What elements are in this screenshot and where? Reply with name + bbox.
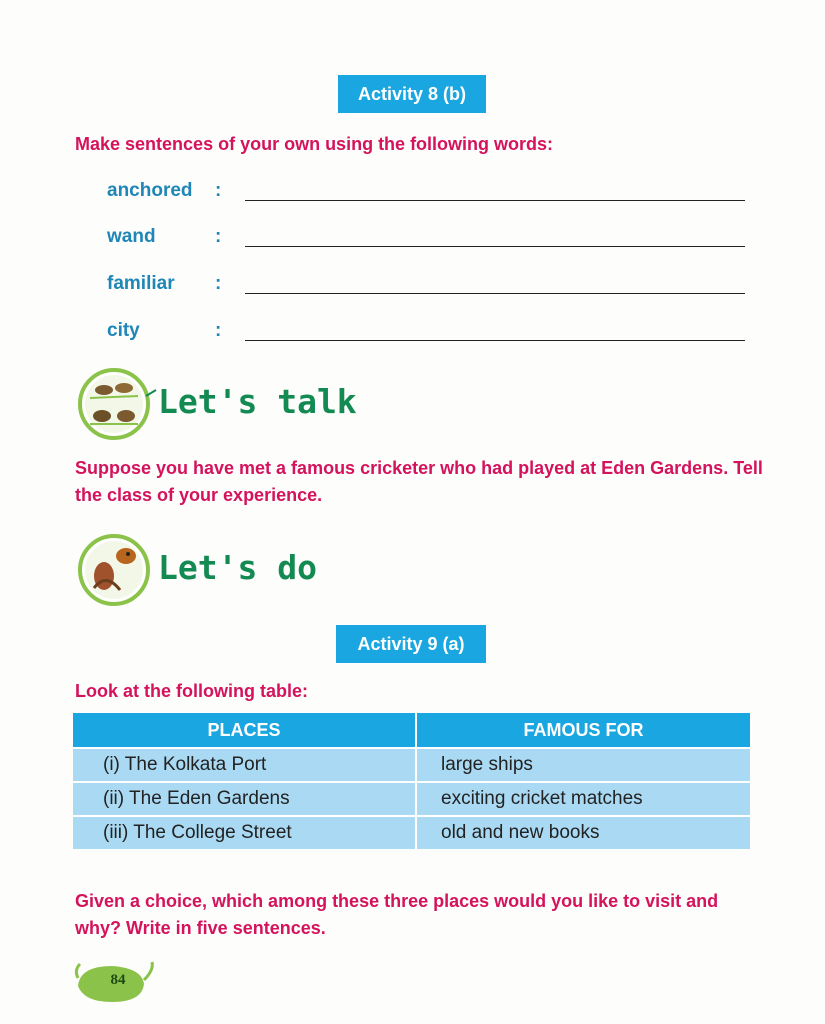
lets-talk-title: Let's talk (158, 382, 357, 421)
word-row-anchored[interactable] (107, 180, 747, 210)
activity-8b-instruction: Make sentences of your own using the following words: (75, 134, 554, 154)
colon: : (215, 180, 222, 201)
activity-9a-question: Given a choice, which among these three places would you like to visit and why? Write in five sentences. (75, 891, 719, 938)
places-table (73, 713, 750, 849)
table-cell-famous-for: exciting cricket matches (417, 781, 750, 815)
activity-9a-badge: Activity 9 (a) (336, 625, 486, 663)
word-label: familiar (107, 273, 175, 294)
table-row (73, 781, 750, 815)
word-label: anchored (107, 180, 193, 201)
table-cell-famous-for: large ships (417, 747, 750, 781)
colon: : (215, 273, 222, 294)
page-number: 84 (110, 972, 126, 988)
lets-talk-prompt: Suppose you have met a famous cricketer who had played at Eden Gardens. Tell the class of your experience. (75, 458, 763, 505)
word-label: wand (107, 226, 156, 247)
word-row-city[interactable] (107, 320, 747, 350)
table-cell-place: (i) The Kolkata Port (73, 747, 417, 781)
answer-line[interactable] (245, 200, 745, 201)
answer-line[interactable] (245, 293, 745, 294)
colon: : (215, 226, 222, 247)
table-cell-place: (ii) The Eden Gardens (73, 781, 417, 815)
answer-line[interactable] (245, 340, 745, 341)
squirrel-icon (76, 532, 158, 608)
lets-do-title: Let's do (158, 548, 317, 587)
table-cell-place: (iii) The College Street (73, 815, 417, 849)
lets-talk-header (76, 366, 376, 446)
word-row-wand[interactable] (107, 226, 747, 256)
table-header-row (73, 713, 750, 747)
table-row (73, 815, 750, 849)
column-header-places: PLACES (73, 713, 417, 747)
page-number-badge (72, 958, 162, 1008)
word-row-familiar[interactable] (107, 273, 747, 303)
answer-line[interactable] (245, 246, 745, 247)
colon: : (215, 320, 222, 341)
activity-8b-badge: Activity 8 (b) (338, 75, 486, 113)
activity-9a-instruction: Look at the following table: (75, 681, 308, 701)
table-row (73, 747, 750, 781)
birds-icon (76, 366, 158, 442)
word-label: city (107, 320, 140, 341)
table-cell-famous-for: old and new books (417, 815, 750, 849)
lets-do-header (76, 532, 376, 612)
column-header-famous-for: FAMOUS FOR (417, 713, 750, 747)
